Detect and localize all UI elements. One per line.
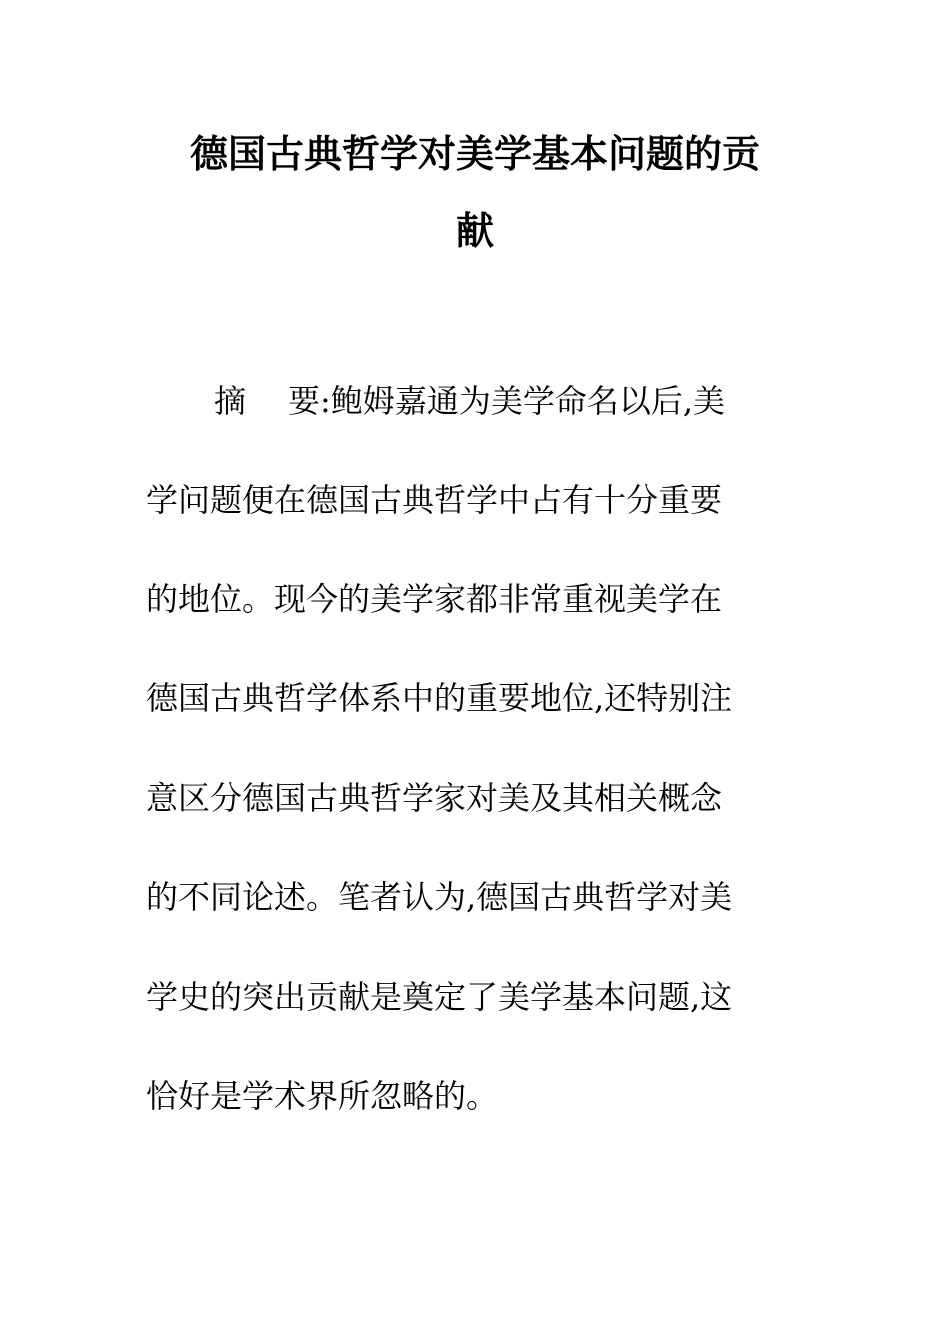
document-title-line-1: 德国古典哲学对美学基本问题的贡 (189, 131, 760, 176)
abstract-line-1: 鲍姆嘉通为美学命名以后,美 (330, 382, 725, 420)
abstract-label-char-2: 要 (288, 382, 321, 420)
abstract-label-char-1: 摘 (214, 382, 247, 420)
abstract-line-7: 学史的突出贡献是奠定了美学基本问题,这 (146, 978, 733, 1016)
abstract-line-5: 意区分德国古典哲学家对美及其相关概念 (146, 779, 723, 817)
abstract-line-4: 德国古典哲学体系中的重要地位,还特别注 (146, 679, 733, 717)
abstract-line-3: 的地位。现今的美学家都非常重视美学在 (146, 580, 723, 618)
abstract-label-separator: : (320, 382, 331, 420)
abstract-line-6: 的不同论述。笔者认为,德国古典哲学对美 (146, 878, 733, 916)
abstract-line-8: 恰好是学术界所忽略的。 (146, 1077, 499, 1115)
abstract-first-line (214, 381, 725, 421)
document-title-line-2: 献 (455, 208, 494, 253)
abstract-line-2: 学问题便在德国古典哲学中占有十分重要 (146, 481, 723, 519)
